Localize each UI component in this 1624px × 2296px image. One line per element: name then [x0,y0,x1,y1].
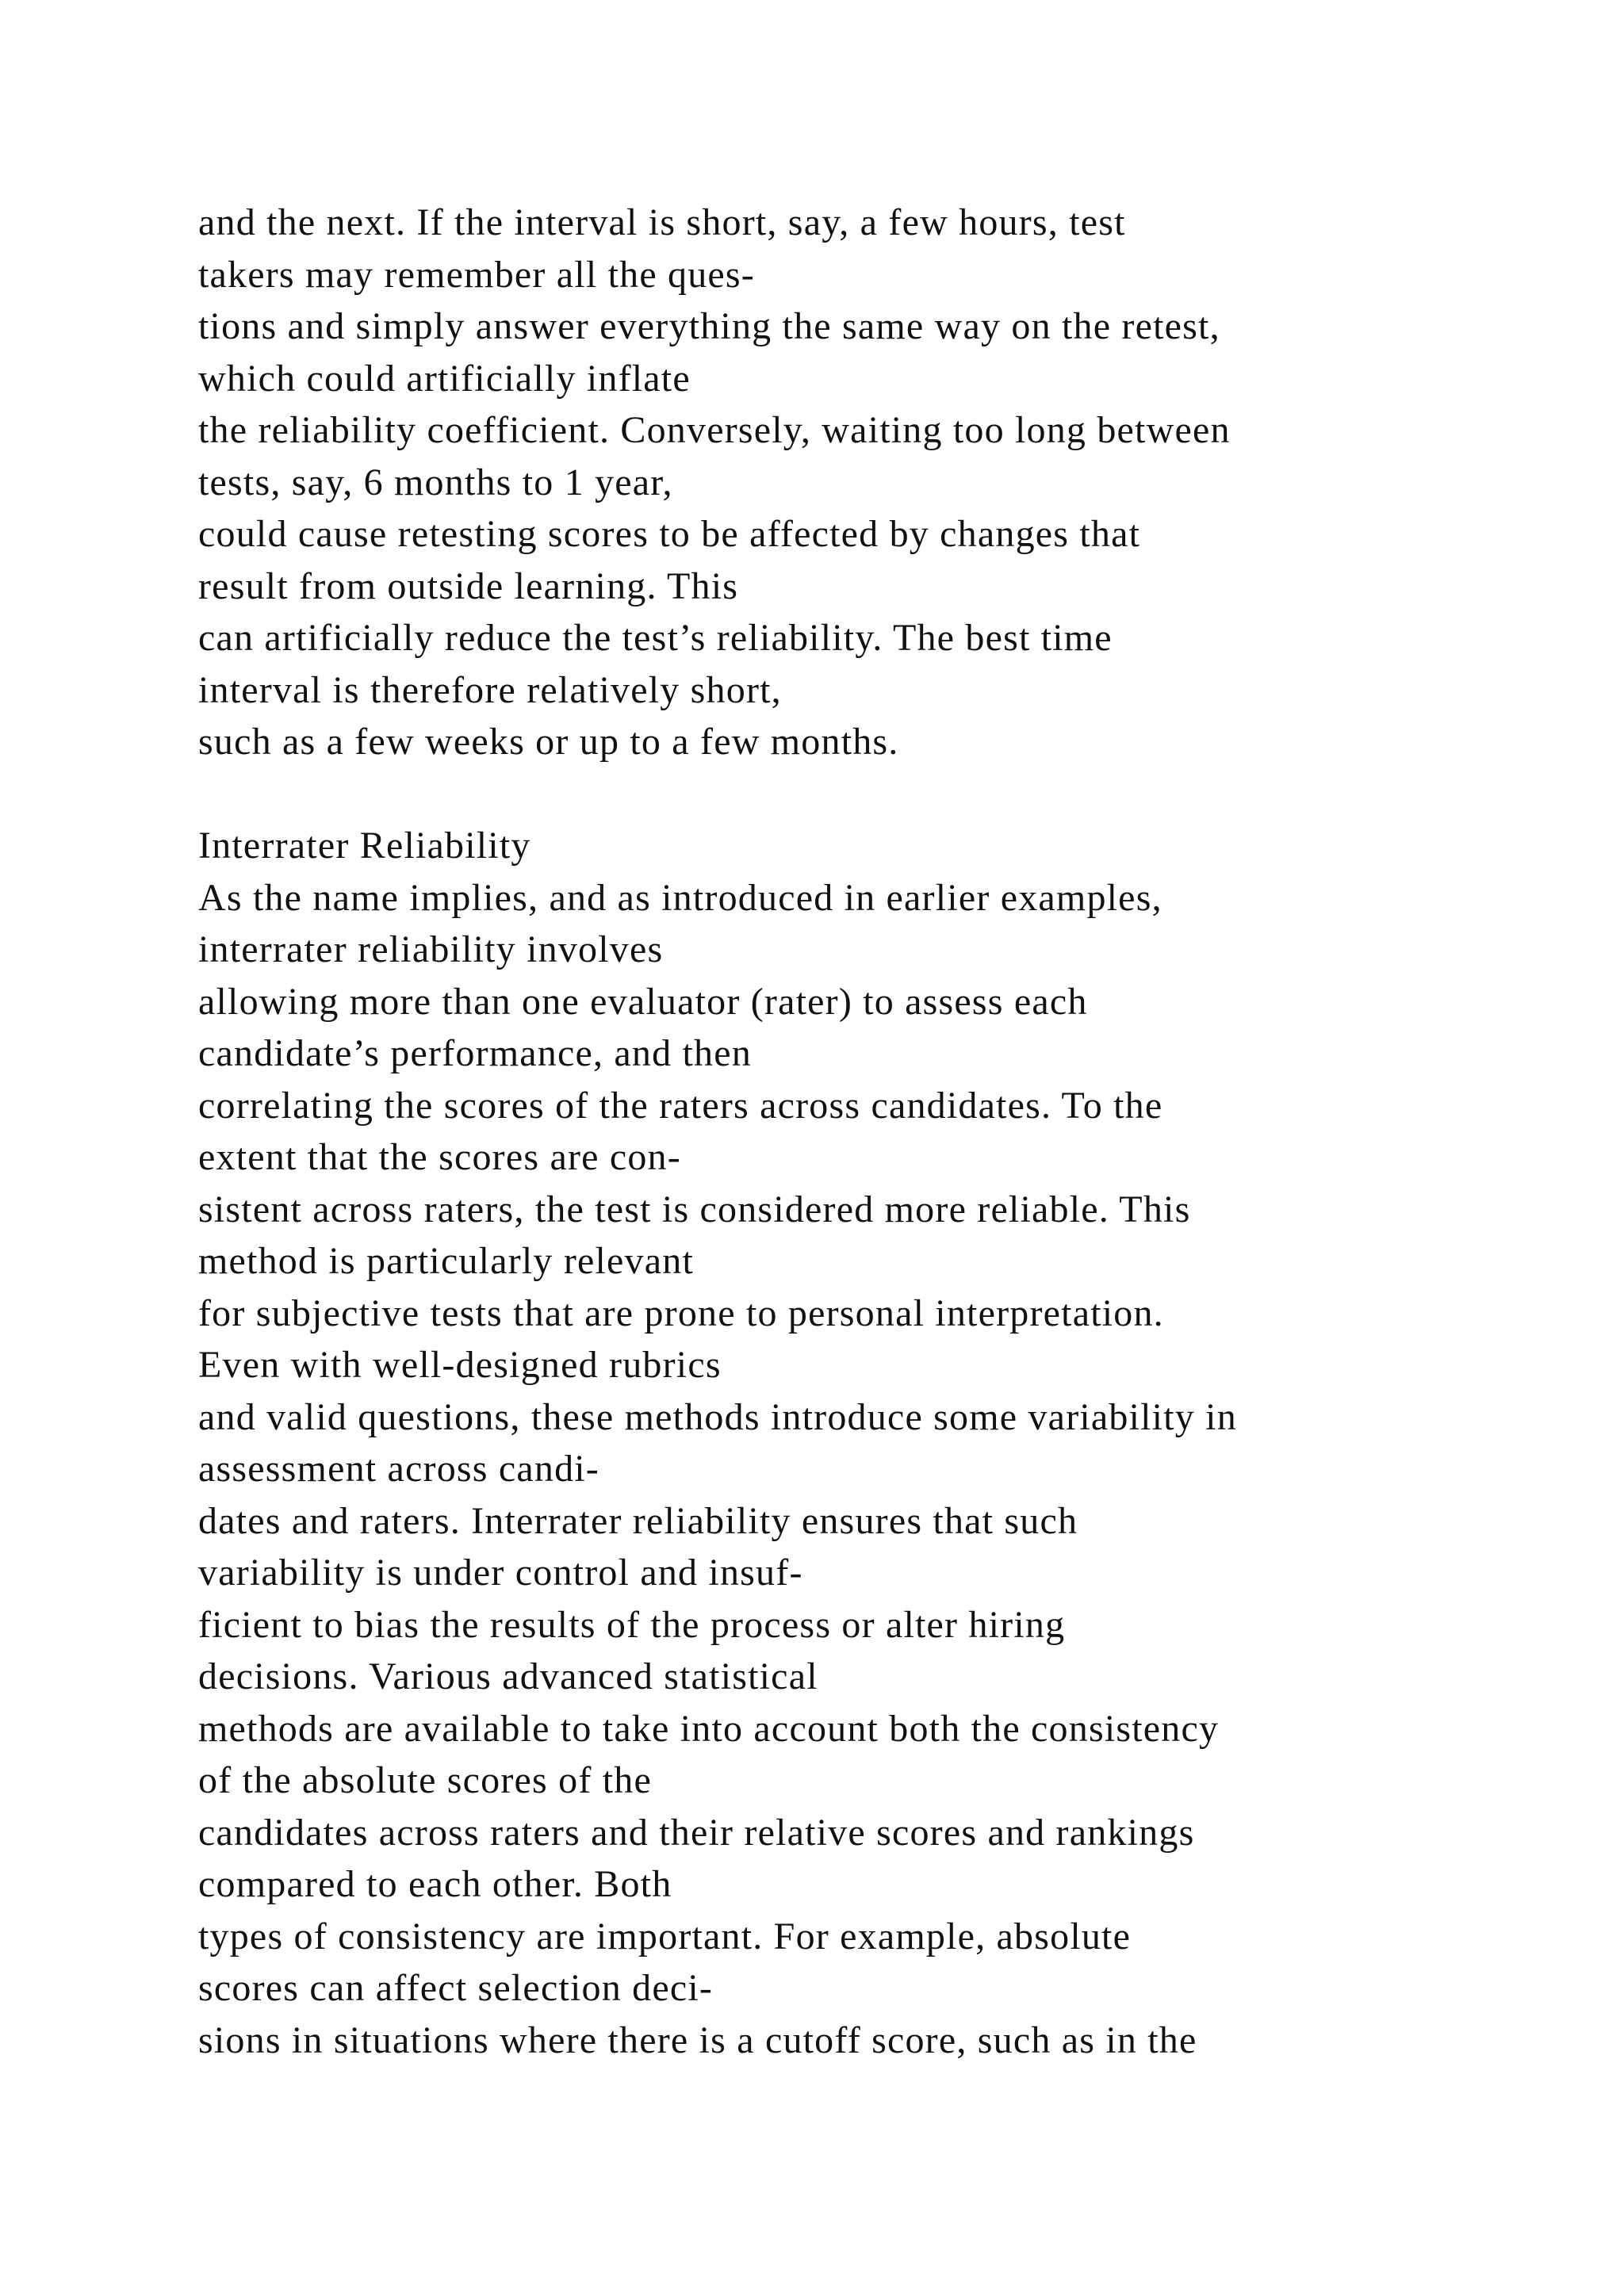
text-line: candidate’s performance, and then [198,1032,752,1074]
text-line: such as a few weeks or up to a few months. [198,721,899,763]
text-line: and valid questions, these methods introduce some variability in [198,1395,1237,1438]
text-line: sions in situations where there is a cutoff score, such as in the [198,2019,1197,2061]
text-line: which could artificially inflate [198,357,691,400]
text-line: method is particularly relevant [198,1240,694,1282]
text-line: and the next. If the interval is short, say, a few hours, test [198,201,1126,243]
text-line: takers may remember all the ques- [198,253,755,296]
text-line: tests, say, 6 months to 1 year, [198,461,673,503]
text-line: interval is therefore relatively short, [198,668,782,711]
text-line: correlating the scores of the raters across candidates. To the [198,1084,1163,1127]
text-line: dates and raters. Interrater reliability ensures that such [198,1499,1078,1542]
text-line: sistent across raters, the test is considered more reliable. This [198,1188,1191,1230]
text-line: methods are available to take into account both the consistency [198,1707,1220,1750]
text-line: As the name implies, and as introduced in earlier examples, [198,876,1162,919]
text-line: tions and simply answer everything the same way on the retest, [198,305,1220,347]
text-line: types of consistency are important. For example, absolute [198,1915,1132,1957]
paragraph-1 [198,197,1546,768]
document-text [198,197,1546,2066]
paragraph-spacer [198,768,1546,821]
text-line: for subjective tests that are prone to personal interpretation. [198,1292,1164,1334]
text-line: of the absolute scores of the [198,1759,652,1801]
text-line: extent that the scores are con- [198,1136,681,1178]
text-line: ficient to bias the results of the process or alter hiring [198,1603,1066,1646]
text-line: scores can affect selection deci- [198,1967,714,2009]
text-line: candidates across raters and their relative scores and rankings [198,1811,1195,1854]
text-line: could cause retesting scores to be affected by changes that [198,513,1141,555]
text-line: result from outside learning. This [198,564,739,607]
section-heading: Interrater Reliability [198,825,531,867]
text-line: can artificially reduce the test’s reliability. The best time [198,617,1113,659]
paragraph-2 [198,872,1546,2067]
text-line: Even with well-designed rubrics [198,1344,722,1386]
text-line: assessment across candi- [198,1448,599,1490]
text-line: allowing more than one evaluator (rater) to assess each [198,980,1088,1023]
text-line: compared to each other. Both [198,1863,672,1905]
text-line: interrater reliability involves [198,928,664,970]
text-line: decisions. Various advanced statistical [198,1655,818,1697]
text-line: the reliability coefficient. Conversely, waiting too long between [198,409,1231,451]
text-line: variability is under control and insuf- [198,1552,803,1594]
